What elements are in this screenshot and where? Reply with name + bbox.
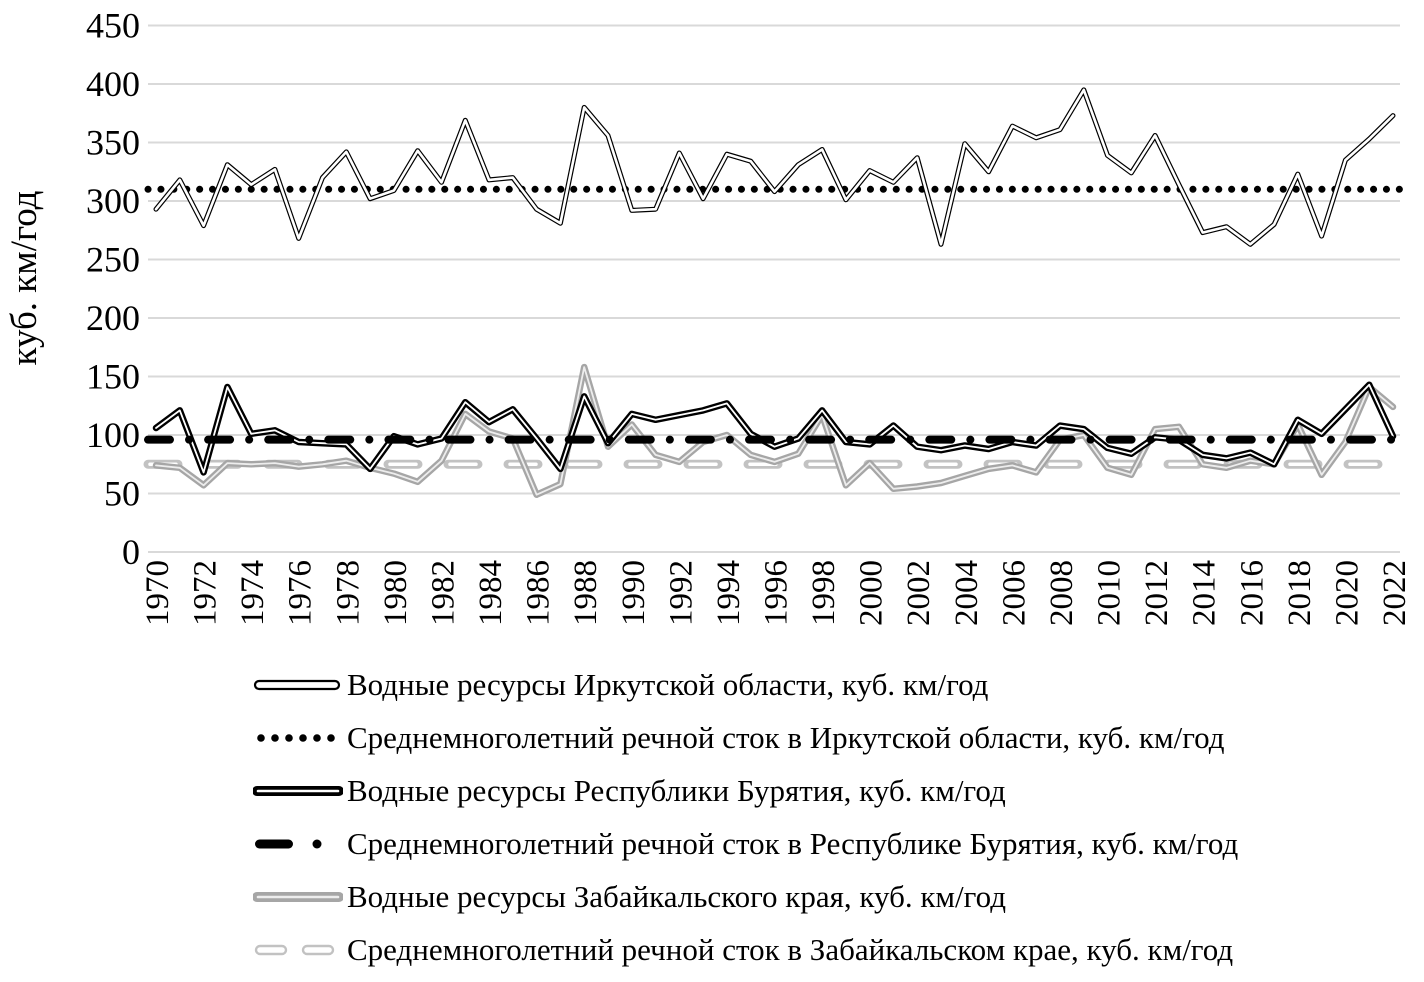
legend-label: Среднемноголетний речной сток в Забайкальском крае, куб. км/год [347, 932, 1234, 967]
legend-item-buryatia-mean [253, 817, 1238, 870]
legend-label: Водные ресурсы Республики Бурятия, куб. км/год [347, 773, 1006, 808]
x-tick-label: 1992 [663, 560, 700, 626]
legend-item-zabaikalsky-mean [253, 923, 1238, 976]
x-tick-label: 1984 [473, 560, 510, 626]
y-tick-label: 450 [86, 5, 140, 46]
x-tick-label: 1988 [568, 560, 605, 626]
swatch-dot [285, 734, 293, 742]
x-tick-label: 1994 [710, 560, 747, 626]
y-tick-label: 0 [122, 532, 140, 572]
x-tick-label: 2012 [1139, 560, 1176, 626]
swatch-dot [257, 734, 265, 742]
x-tick-label: 2000 [853, 560, 890, 626]
legend-swatch-zabaikalsky-line [253, 886, 343, 908]
x-tick-label: 1978 [330, 560, 367, 626]
y-tick-label: 100 [86, 415, 140, 455]
swatch-dash [303, 946, 333, 954]
swatch-dot [327, 734, 335, 742]
x-tick-label: 2004 [948, 560, 985, 626]
x-tick-label: 2006 [996, 560, 1033, 626]
swatch-dot [299, 734, 307, 742]
x-tick-label: 1972 [187, 560, 224, 626]
line-core-zabaikalsky [156, 367, 1393, 495]
swatch-dot [313, 839, 322, 848]
x-tick-label: 2010 [1091, 560, 1128, 626]
x-tick-label: 1996 [758, 560, 795, 626]
x-tick-label: 1986 [520, 560, 557, 626]
legend-swatch-zabaikalsky-mean-dash [253, 939, 343, 961]
legend-label: Среднемноголетний речной сток в Иркутской области, куб. км/год [347, 720, 1225, 755]
x-tick-label: 2016 [1234, 560, 1271, 626]
y-tick-label: 300 [86, 181, 140, 221]
legend-swatch-irkutsk-line [253, 674, 343, 696]
legend-swatch-buryatia-mean-dashdot [253, 833, 343, 855]
x-tick-label: 2022 [1377, 560, 1413, 626]
swatch-dot [313, 734, 321, 742]
series-lines [148, 90, 1400, 495]
swatch-dot [271, 734, 279, 742]
y-tick-label: 150 [86, 356, 140, 397]
series-zabaikalsky [156, 367, 1393, 495]
legend-swatch-irkutsk-mean-dotted [253, 727, 343, 749]
x-tick-label: 2018 [1281, 560, 1318, 626]
line-core-irkutsk [156, 90, 1393, 244]
x-tick-label: 1990 [615, 560, 652, 626]
legend-label: Водные ресурсы Иркутской области, куб. км/год [347, 667, 989, 702]
swatch-dash [256, 946, 286, 954]
x-tick-label: 2014 [1186, 560, 1223, 626]
line-irkutsk [156, 90, 1393, 244]
gridlines [148, 26, 1400, 553]
legend-item-buryatia [253, 764, 1238, 817]
x-tick-label: 2020 [1329, 560, 1366, 626]
swatch-dash [255, 839, 293, 848]
legend-label: Водные ресурсы Забайкальского края, куб. км/год [347, 879, 1006, 914]
y-tick-label: 200 [86, 298, 140, 338]
legend-item-irkutsk-mean [253, 711, 1238, 764]
x-tick-label: 2002 [901, 560, 938, 626]
y-tick-label: 400 [86, 64, 140, 104]
x-tick-label: 1998 [806, 560, 843, 626]
y-tick-label: 350 [86, 122, 140, 163]
x-tick-label: 1970 [140, 560, 176, 626]
x-tick-label: 2008 [1043, 560, 1080, 626]
line-zabaikalsky [156, 367, 1393, 495]
x-tick-label: 1974 [235, 560, 272, 626]
legend-label: Среднемноголетний речной сток в Республике Бурятия, куб. км/год [347, 826, 1239, 861]
chart-legend [253, 658, 1238, 976]
legend-item-irkutsk [253, 658, 1238, 711]
x-tick-label: 1976 [282, 560, 319, 626]
legend-item-zabaikalsky [253, 870, 1238, 923]
y-axis-tick-labels [86, 6, 140, 573]
y-axis-title: куб. км/год [4, 190, 45, 366]
legend-swatch-buryatia-line [253, 780, 343, 802]
x-axis-tick-labels [140, 560, 1413, 626]
x-tick-label: 1982 [425, 560, 462, 626]
y-tick-label: 50 [104, 473, 140, 514]
y-tick-label: 250 [86, 239, 140, 280]
swatch-shape [255, 681, 339, 689]
series-irkutsk [156, 90, 1393, 244]
x-tick-label: 1980 [377, 560, 414, 626]
